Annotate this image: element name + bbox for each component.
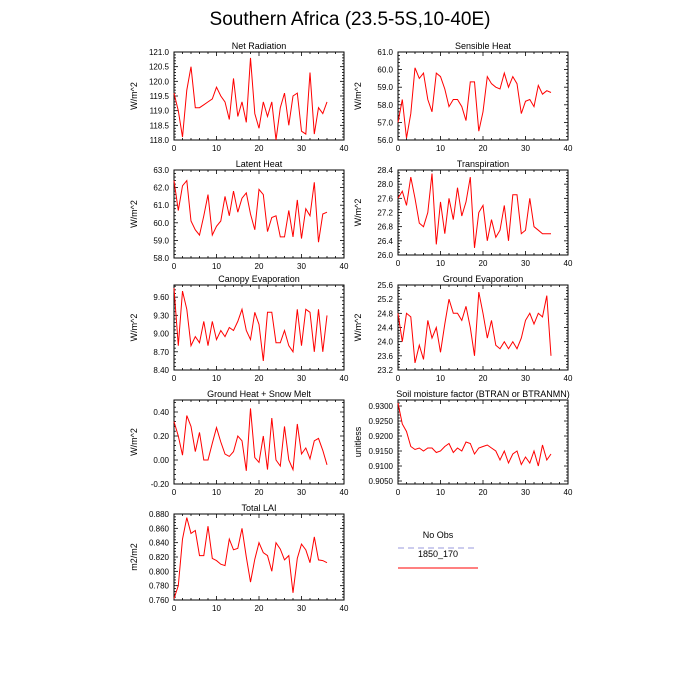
x-tick-label: 30 bbox=[297, 604, 306, 613]
series-line bbox=[398, 68, 551, 138]
y-tick-label: 8.40 bbox=[153, 366, 169, 375]
chart-panel bbox=[129, 274, 349, 383]
x-tick-label: 0 bbox=[171, 374, 177, 383]
x-tick-label: 10 bbox=[212, 488, 221, 497]
x-tick-label: 0 bbox=[171, 488, 177, 497]
x-tick-label: 0 bbox=[171, 144, 177, 153]
y-tick-label: 61.0 bbox=[377, 48, 393, 57]
y-tick-label: 0.800 bbox=[148, 567, 169, 577]
y-tick-label: 118.0 bbox=[149, 136, 169, 145]
y-tick-label: 0.00 bbox=[153, 456, 169, 465]
chart-title: Ground Heat + Snow Melt bbox=[207, 389, 311, 399]
chart-panel bbox=[129, 389, 349, 497]
x-tick-label: 20 bbox=[478, 488, 488, 497]
y-tick-label: 9.30 bbox=[153, 311, 169, 321]
chart-panel bbox=[353, 389, 573, 497]
y-tick-label: 0.9100 bbox=[368, 462, 393, 471]
y-tick-label: 0.9300 bbox=[368, 402, 393, 411]
x-tick-label: 30 bbox=[297, 488, 306, 497]
page-title: Southern Africa (23.5-5S,10-40E) bbox=[209, 9, 491, 30]
y-tick-label: 119.5 bbox=[149, 92, 169, 101]
x-tick-label: 20 bbox=[478, 374, 488, 383]
y-axis-label: unitless bbox=[353, 426, 363, 458]
y-tick-label: 120.0 bbox=[148, 77, 169, 87]
x-tick-label: 10 bbox=[436, 259, 445, 268]
chart-panel bbox=[129, 503, 349, 613]
y-axis-label: W/m^2 bbox=[353, 313, 363, 342]
chart-title: Sensible Heat bbox=[454, 41, 512, 51]
y-tick-label: 59.0 bbox=[153, 236, 169, 246]
y-tick-label: 0.860 bbox=[148, 524, 169, 534]
x-tick-label: 40 bbox=[339, 144, 349, 153]
y-tick-label: 27.2 bbox=[377, 208, 393, 218]
y-tick-label: 26.4 bbox=[377, 236, 393, 246]
y-tick-label: 25.6 bbox=[377, 281, 393, 290]
y-tick-label: 23.6 bbox=[377, 351, 393, 361]
y-tick-label: 0.40 bbox=[153, 408, 169, 417]
y-tick-label: -0.20 bbox=[150, 480, 169, 489]
series-line bbox=[174, 288, 327, 361]
y-tick-label: 118.5 bbox=[149, 121, 169, 131]
y-tick-label: 0.840 bbox=[148, 538, 169, 548]
x-tick-label: 0 bbox=[395, 259, 401, 268]
x-tick-label: 30 bbox=[521, 374, 530, 383]
y-tick-label: 26.0 bbox=[377, 251, 393, 260]
y-tick-label: 0.9150 bbox=[368, 447, 393, 456]
x-tick-label: 10 bbox=[212, 144, 221, 153]
chart-title: Soil moisture factor (BTRAN or BTRANMN) bbox=[396, 389, 570, 399]
legend-label: No Obs bbox=[422, 530, 454, 540]
y-axis-label: W/m^2 bbox=[129, 82, 139, 110]
x-tick-label: 40 bbox=[563, 488, 573, 497]
y-tick-label: 0.9200 bbox=[368, 432, 393, 441]
y-tick-label: 24.0 bbox=[377, 337, 393, 347]
x-tick-label: 10 bbox=[436, 488, 445, 497]
x-tick-label: 30 bbox=[521, 144, 530, 153]
plot-frame bbox=[174, 514, 344, 600]
plot-frame bbox=[398, 52, 568, 140]
y-tick-label: 0.9250 bbox=[368, 417, 393, 426]
plot-frame bbox=[398, 170, 568, 255]
y-tick-label: 26.8 bbox=[377, 222, 393, 232]
y-tick-label: 58.0 bbox=[153, 254, 169, 263]
x-tick-label: 10 bbox=[436, 374, 445, 383]
chart-panel bbox=[353, 41, 573, 153]
y-tick-label: 119.0 bbox=[149, 106, 169, 116]
y-tick-label: 24.8 bbox=[377, 309, 393, 319]
y-tick-label: 0.760 bbox=[148, 596, 169, 605]
x-tick-label: 30 bbox=[521, 488, 530, 497]
y-tick-label: 58.0 bbox=[377, 100, 393, 110]
y-tick-label: 24.4 bbox=[377, 323, 393, 333]
x-tick-label: 30 bbox=[297, 262, 306, 271]
series-line bbox=[174, 58, 327, 140]
series-line bbox=[398, 403, 551, 466]
x-tick-label: 30 bbox=[521, 259, 530, 268]
y-tick-label: 62.0 bbox=[153, 183, 169, 193]
chart-title: Latent Heat bbox=[235, 159, 283, 169]
y-tick-label: 27.6 bbox=[377, 194, 393, 204]
chart-title: Net Radiation bbox=[231, 41, 287, 51]
x-tick-label: 20 bbox=[254, 144, 264, 153]
y-tick-label: 63.0 bbox=[153, 166, 169, 175]
chart-title: Total LAI bbox=[241, 503, 277, 513]
y-tick-label: 0.9050 bbox=[368, 477, 393, 486]
x-tick-label: 10 bbox=[212, 374, 221, 383]
y-tick-label: 9.00 bbox=[153, 329, 169, 339]
chart-panel bbox=[129, 41, 349, 153]
x-tick-label: 40 bbox=[339, 488, 349, 497]
y-tick-label: 56.0 bbox=[377, 136, 393, 145]
x-tick-label: 40 bbox=[563, 144, 573, 153]
y-axis-label: W/m^2 bbox=[129, 428, 139, 456]
chart-panel bbox=[353, 274, 573, 383]
chart-title: Canopy Evaporation bbox=[218, 274, 300, 284]
y-tick-label: 0.20 bbox=[153, 432, 169, 441]
chart-title: Transpiration bbox=[456, 159, 510, 169]
x-tick-label: 10 bbox=[212, 262, 221, 271]
y-tick-label: 28.0 bbox=[377, 180, 393, 190]
y-tick-label: 120.5 bbox=[148, 62, 169, 72]
x-tick-label: 0 bbox=[395, 488, 401, 497]
y-tick-label: 57.0 bbox=[377, 118, 393, 128]
x-tick-label: 40 bbox=[339, 262, 349, 271]
y-tick-label: 61.0 bbox=[153, 201, 169, 211]
chart-title: Ground Evaporation bbox=[442, 274, 524, 284]
x-tick-label: 20 bbox=[478, 144, 488, 153]
y-axis-label: W/m^2 bbox=[353, 198, 363, 227]
legend-label: 1850_170 bbox=[417, 549, 459, 559]
x-tick-label: 20 bbox=[254, 488, 264, 497]
plot-frame bbox=[174, 170, 344, 258]
x-tick-label: 0 bbox=[171, 262, 177, 271]
plot-frame bbox=[398, 400, 568, 484]
y-tick-label: 25.2 bbox=[377, 295, 393, 305]
x-tick-label: 30 bbox=[297, 144, 306, 153]
series-line bbox=[174, 408, 327, 470]
x-tick-label: 20 bbox=[254, 604, 264, 613]
y-tick-label: 23.2 bbox=[377, 366, 393, 375]
x-tick-label: 0 bbox=[395, 144, 401, 153]
x-tick-label: 0 bbox=[395, 374, 401, 383]
series-line bbox=[174, 181, 327, 243]
y-axis-label: W/m^2 bbox=[129, 200, 139, 228]
x-tick-label: 20 bbox=[478, 259, 488, 268]
chart-panel bbox=[129, 159, 349, 271]
y-tick-label: 0.780 bbox=[148, 581, 169, 591]
plot-frame bbox=[174, 400, 344, 484]
x-tick-label: 10 bbox=[436, 144, 445, 153]
y-axis-label: m2/m2 bbox=[129, 543, 139, 571]
series-line bbox=[398, 174, 551, 248]
y-axis-label: W/m^2 bbox=[353, 82, 363, 110]
x-tick-label: 40 bbox=[563, 259, 573, 268]
x-tick-label: 20 bbox=[254, 262, 264, 271]
y-axis-label: W/m^2 bbox=[129, 313, 139, 342]
x-tick-label: 40 bbox=[339, 374, 349, 383]
y-tick-label: 9.60 bbox=[153, 293, 169, 303]
x-tick-label: 10 bbox=[212, 604, 221, 613]
y-tick-label: 0.820 bbox=[148, 553, 169, 562]
y-tick-label: 60.0 bbox=[377, 65, 393, 75]
x-tick-label: 40 bbox=[339, 604, 349, 613]
series-line bbox=[174, 518, 327, 599]
y-tick-label: 8.70 bbox=[153, 347, 169, 357]
x-tick-label: 30 bbox=[297, 374, 306, 383]
y-tick-label: 60.0 bbox=[153, 218, 169, 228]
chart-panel bbox=[353, 159, 573, 268]
x-tick-label: 0 bbox=[171, 604, 177, 613]
x-tick-label: 40 bbox=[563, 374, 573, 383]
y-tick-label: 28.4 bbox=[377, 166, 393, 175]
y-tick-label: 59.0 bbox=[377, 83, 393, 93]
x-tick-label: 20 bbox=[254, 374, 264, 383]
y-tick-label: 121.0 bbox=[148, 48, 169, 57]
y-tick-label: 0.880 bbox=[148, 510, 169, 519]
legend bbox=[398, 530, 478, 568]
series-line bbox=[398, 292, 551, 363]
